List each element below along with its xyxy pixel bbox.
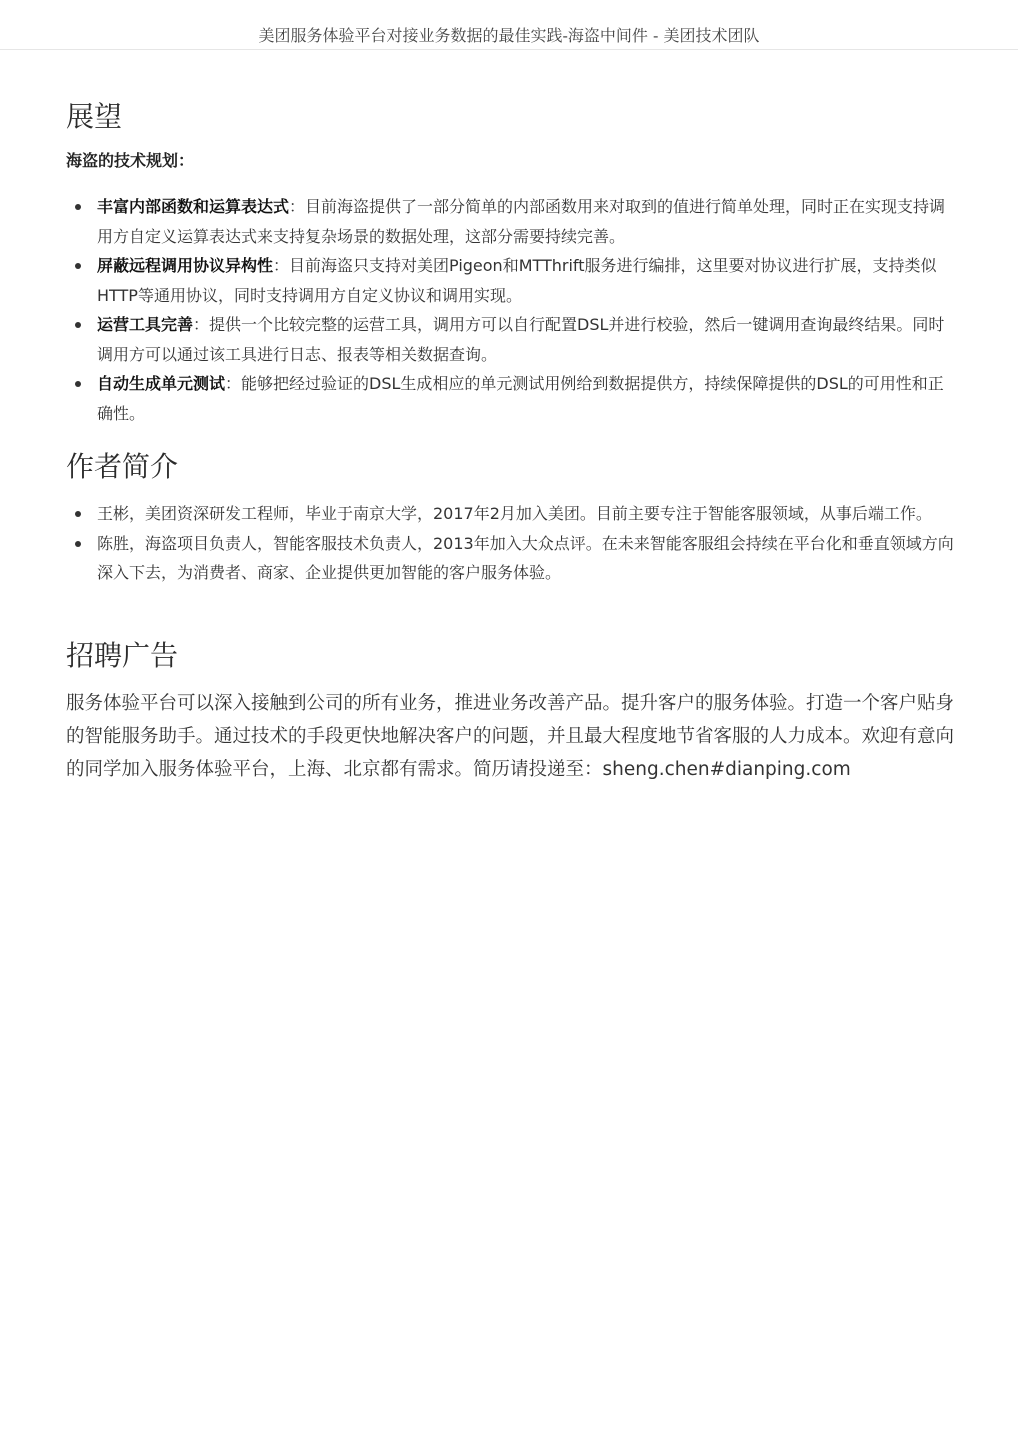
page-header <box>0 0 1018 50</box>
authors-heading: 作者简介 <box>66 450 179 483</box>
outlook-subheading: 海盗的技术规划： <box>66 151 195 170</box>
list-item-text: ：目前海盗提供了一部分简单的内部函数用来对取到的值进行简单处理，同时正在实现支持调用方自定义运算表达式来支持复杂场景的数据处理，这部分需要持续完善。 <box>97 197 946 246</box>
list-item-term: 运营工具完善 <box>97 315 194 334</box>
list-item: 王彬，美团资深研发工程师，毕业于南京大学，2017年2月加入美团。目前主要专注于智能客服领域，从事后端工作。 <box>66 499 956 529</box>
list-item-text: ：目前海盗只支持对美团Pigeon和MTThrift服务进行编排，这里要对协议进行扩展，支持类似HTTP等通用协议，同时支持调用方自定义协议和调用实现。 <box>97 256 937 305</box>
list-item <box>66 369 956 428</box>
hiring-heading: 招聘广告 <box>66 639 179 672</box>
list-item-term: 屏蔽远程调用协议异构性 <box>97 256 274 275</box>
list-item: 陈胜，海盗项目负责人，智能客服技术负责人，2013年加入大众点评。在未来智能客服组会持续在平台化和垂直领域方向深入下去，为消费者、商家、企业提供更加智能的客户服务体验。 <box>66 529 956 588</box>
list-item-term: 丰富内部函数和运算表达式 <box>97 197 290 216</box>
list-item-text: ：能够把经过验证的DSL生成相应的单元测试用例给到数据提供方，持续保障提供的DSL的可用性和正确性。 <box>97 374 944 423</box>
list-item <box>66 310 956 369</box>
authors-list <box>66 499 956 588</box>
page-header-title: 美团服务体验平台对接业务数据的最佳实践-海盗中间件 - 美团技术团队 <box>258 26 760 45</box>
list-item <box>66 192 956 251</box>
list-item-term: 自动生成单元测试 <box>97 374 226 393</box>
list-item <box>66 251 956 310</box>
list-item-text: ：提供一个比较完整的运营工具，调用方可以自行配置DSL并进行校验，然后一键调用查询最终结果。同时调用方可以通过该工具进行日志、报表等相关数据查询。 <box>97 315 945 364</box>
hiring-paragraph: 服务体验平台可以深入接触到公司的所有业务，推进业务改善产品。提升客户的服务体验。打造一个客户贴身的智能服务助手。通过技术的手段更快地解决客户的问题，并且最大程度地节省客服的人力成本。欢迎有意向的同学加入服务体验平台，上海、北京都有需求。简历请投递至：sheng.chen#dianping.com <box>66 693 955 780</box>
outlook-list <box>66 192 956 428</box>
outlook-heading: 展望 <box>66 100 123 133</box>
